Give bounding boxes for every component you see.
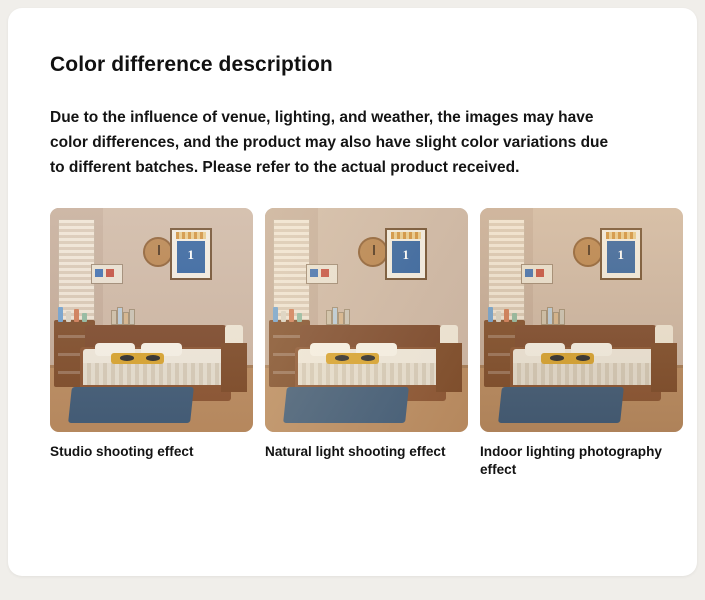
- disclaimer-text: Due to the influence of venue, lighting, and weather, the images may have color differences, and the product may also have slight color variations due to different batches. Please refer to the actual product received.: [50, 108, 609, 177]
- poster-body: [607, 241, 635, 273]
- blanket: [83, 363, 227, 385]
- bedroom-illustration: [50, 208, 253, 432]
- nightstand: [651, 343, 677, 392]
- area-rug: [498, 387, 624, 423]
- throw-blanket: [326, 353, 379, 364]
- poster-body: [392, 241, 420, 273]
- product-photo-indoor[interactable]: [480, 208, 683, 432]
- throw-blanket: [541, 353, 594, 364]
- bottles-decor: [488, 307, 520, 323]
- page-title: Color difference description: [50, 53, 333, 76]
- framed-poster-icon: [600, 228, 642, 280]
- poster-header: [176, 232, 206, 239]
- nightstand: [221, 343, 247, 392]
- nightstand: [436, 343, 462, 392]
- document-content: [8, 8, 697, 479]
- product-photo-natural[interactable]: [265, 208, 468, 432]
- gallery-item-caption: Indoor lighting photography effect: [480, 444, 662, 478]
- area-rug: [283, 387, 409, 423]
- area-rug: [68, 387, 194, 423]
- product-photo-studio[interactable]: [50, 208, 253, 432]
- framed-poster-icon: [385, 228, 427, 280]
- framed-poster-icon: [170, 228, 212, 280]
- blanket: [298, 363, 442, 385]
- poster-header: [391, 232, 421, 239]
- gallery-item[interactable]: [265, 208, 468, 479]
- bedroom-illustration: [480, 208, 683, 432]
- document-card: [8, 8, 697, 576]
- bottles-decor: [58, 307, 90, 323]
- gallery-item-caption: Studio shooting effect: [50, 444, 194, 460]
- gallery-item[interactable]: [480, 208, 683, 479]
- blanket: [513, 363, 657, 385]
- books-decor: [326, 307, 354, 325]
- wall-art-icon: [306, 264, 338, 284]
- books-decor: [111, 307, 139, 325]
- books-decor: [541, 307, 569, 325]
- poster-header: [606, 232, 636, 239]
- poster-body: [177, 241, 205, 273]
- throw-blanket: [111, 353, 164, 364]
- wall-art-icon: [521, 264, 553, 284]
- bedroom-illustration: [265, 208, 468, 432]
- wall-art-icon: [91, 264, 123, 284]
- gallery-item-caption: Natural light shooting effect: [265, 444, 446, 460]
- bottles-decor: [273, 307, 305, 323]
- gallery-item[interactable]: [50, 208, 253, 479]
- image-gallery: [50, 208, 662, 479]
